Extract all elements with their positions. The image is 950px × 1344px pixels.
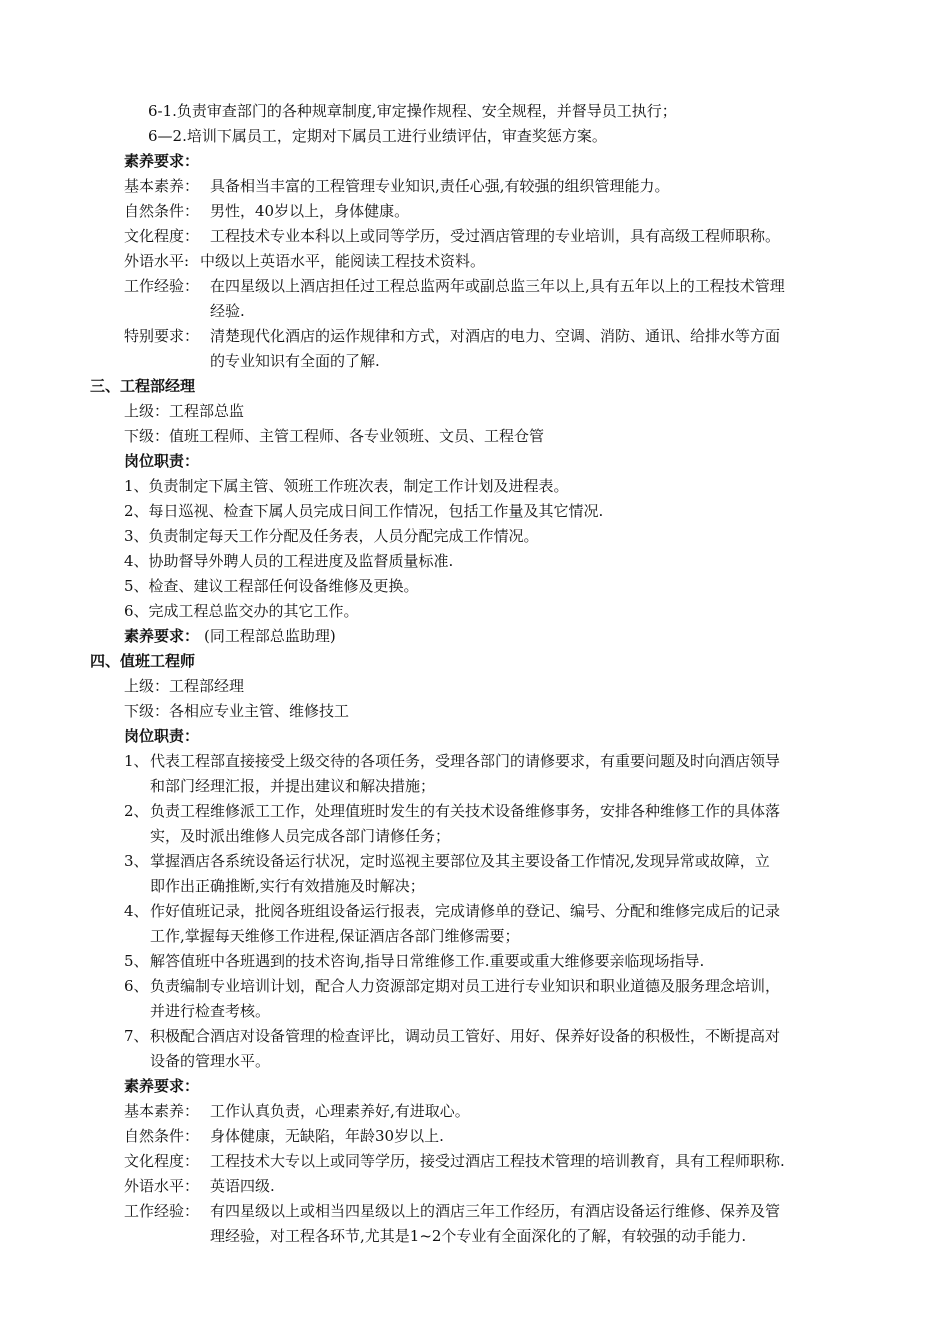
requirement-label: 工作经验： <box>124 1202 200 1220</box>
duties-heading: 岗位职责： <box>124 452 200 470</box>
requirements-heading: 素养要求： <box>124 627 200 645</box>
requirement-text-continued: 经验. <box>210 302 245 320</box>
duty-number: 1、 <box>124 752 149 770</box>
requirement-text: 清楚现代化酒店的运作规律和方式，对酒店的电力、空调、消防、通讯、给排水等方面 <box>210 327 781 345</box>
duty-text: 作好值班记录，批阅各班组设备运行报表，完成请修单的登记、编号、分配和维修完成后的记录 <box>150 902 781 920</box>
duty-number: 4、 <box>124 902 149 920</box>
duty-number: 7、 <box>124 1027 149 1045</box>
duty-number: 2、 <box>124 802 149 820</box>
requirement-text: 具备相当丰富的工程管理专业知识,责任心强,有较强的组织管理能力。 <box>210 177 670 195</box>
requirement-text-continued: 的专业知识有全面的了解. <box>210 352 380 370</box>
duties-heading: 岗位职责： <box>124 727 200 745</box>
duty-text: 负责编制专业培训计划，配合人力资源部定期对员工进行专业知识和职业道德及服务理念培训， <box>150 977 781 995</box>
requirement-label: 外语水平: <box>124 252 190 270</box>
requirement-text: 在四星级以上酒店担任过工程总监两年或副总监三年以上,具有五年以上的工程技术管理 <box>210 277 785 295</box>
requirement-text: 有四星级以上或相当四星级以上的酒店三年工作经历，有酒店设备运行维修、保养及管 <box>210 1202 781 1220</box>
section-title: 四、值班工程师 <box>90 652 196 670</box>
requirement-text: 工程技术专业本科以上或同等学历，受过酒店管理的专业培训，具有高级工程师职称。 <box>210 227 781 245</box>
requirements-heading: 素养要求： <box>124 1077 200 1095</box>
requirement-label: 基本素养： <box>124 177 200 195</box>
requirement-text: 英语四级. <box>210 1177 275 1195</box>
duty-number: 3、 <box>124 852 149 870</box>
intro-item: 6-1.负责审查部门的各种规章制度,审定操作规程、安全规程，并督导员工执行； <box>148 102 677 120</box>
requirement-text: 工作认真负责，心理素养好,有进取心。 <box>210 1102 470 1120</box>
duty-text-continued: 实，及时派出维修人员完成各部门请修任务； <box>150 827 451 845</box>
duty-text-continued: 设备的管理水平。 <box>150 1052 271 1070</box>
intro-item: 6—2.培训下属员工，定期对下属员工进行业绩评估，审查奖惩方案。 <box>148 127 607 145</box>
duty-text: 代表工程部直接接受上级交待的各项任务，受理各部门的请修要求，有重要问题及时向酒店领导 <box>150 752 781 770</box>
duty-text: 积极配合酒店对设备管理的检查评比，调动员工管好、用好、保养好设备的积极性，不断提高对 <box>150 1027 781 1045</box>
requirement-text-continued: 理经验，对工程各环节,尤其是1~2个专业有全面深化的了解，有较强的动手能力. <box>210 1227 747 1245</box>
subordinates-line: 下级：值班工程师、主管工程师、各专业领班、文员、工程仓管 <box>124 427 545 445</box>
duty-number: 5、 <box>124 952 149 970</box>
duty-text-continued: 工作,掌握每天维修工作进程,保证酒店各部门维修需要； <box>150 927 520 945</box>
duty-text: 掌握酒店各系统设备运行状况，定时巡视主要部位及其主要设备工作情况,发现异常或故障，立 <box>150 852 770 870</box>
requirement-label: 基本素养： <box>124 1102 200 1120</box>
duty-item: 1、负责制定下属主管、领班工作班次表，制定工作计划及进程表。 <box>124 477 569 495</box>
duty-text-continued: 和部门经理汇报，并提出建议和解决措施； <box>150 777 436 795</box>
duty-number: 6、 <box>124 977 149 995</box>
requirement-text: 工程技术大专以上或同等学历，接受过酒店工程技术管理的培训教育，具有工程师职称. <box>210 1152 785 1170</box>
requirement-label: 文化程度： <box>124 1152 200 1170</box>
duty-text-continued: 并进行检查考核。 <box>150 1002 271 1020</box>
requirement-text: (同工程部总监助理) <box>204 627 336 645</box>
requirement-label: 特别要求： <box>124 327 200 345</box>
requirement-label: 外语水平： <box>124 1177 200 1195</box>
requirements-heading: 素养要求： <box>124 152 200 170</box>
superior-line: 上级：工程部总监 <box>124 402 245 420</box>
superior-line: 上级：工程部经理 <box>124 677 245 695</box>
requirement-label: 自然条件： <box>124 1127 200 1145</box>
duty-item: 5、检查、建议工程部任何设备维修及更换。 <box>124 577 419 595</box>
duty-item: 6、完成工程总监交办的其它工作。 <box>124 602 359 620</box>
section-title: 三、工程部经理 <box>90 377 196 395</box>
duty-item: 2、每日巡视、检查下属人员完成日间工作情况，包括工作量及其它情况. <box>124 502 604 520</box>
subordinates-line: 下级：各相应专业主管、维修技工 <box>124 702 350 720</box>
requirement-text: 身体健康，无缺陷，年龄30岁以上. <box>210 1127 444 1145</box>
requirement-label: 文化程度： <box>124 227 200 245</box>
requirement-text: 男性，40岁以上，身体健康。 <box>210 202 410 220</box>
duty-item: 4、协助督导外聘人员的工程进度及监督质量标准. <box>124 552 454 570</box>
duty-text: 负责工程维修派工工作，处理值班时发生的有关技术设备维修事务，安排各种维修工作的具体落 <box>150 802 781 820</box>
requirement-text: 中级以上英语水平，能阅读工程技术资料。 <box>200 252 486 270</box>
requirement-label: 自然条件： <box>124 202 200 220</box>
duty-item: 3、负责制定每天工作分配及任务表，人员分配完成工作情况。 <box>124 527 539 545</box>
duty-text-continued: 即作出正确推断,实行有效措施及时解决； <box>150 877 425 895</box>
requirement-label: 工作经验： <box>124 277 200 295</box>
duty-text: 解答值班中各班遇到的技术咨询,指导日常维修工作.重要或重大维修要亲临现场指导. <box>150 952 705 970</box>
